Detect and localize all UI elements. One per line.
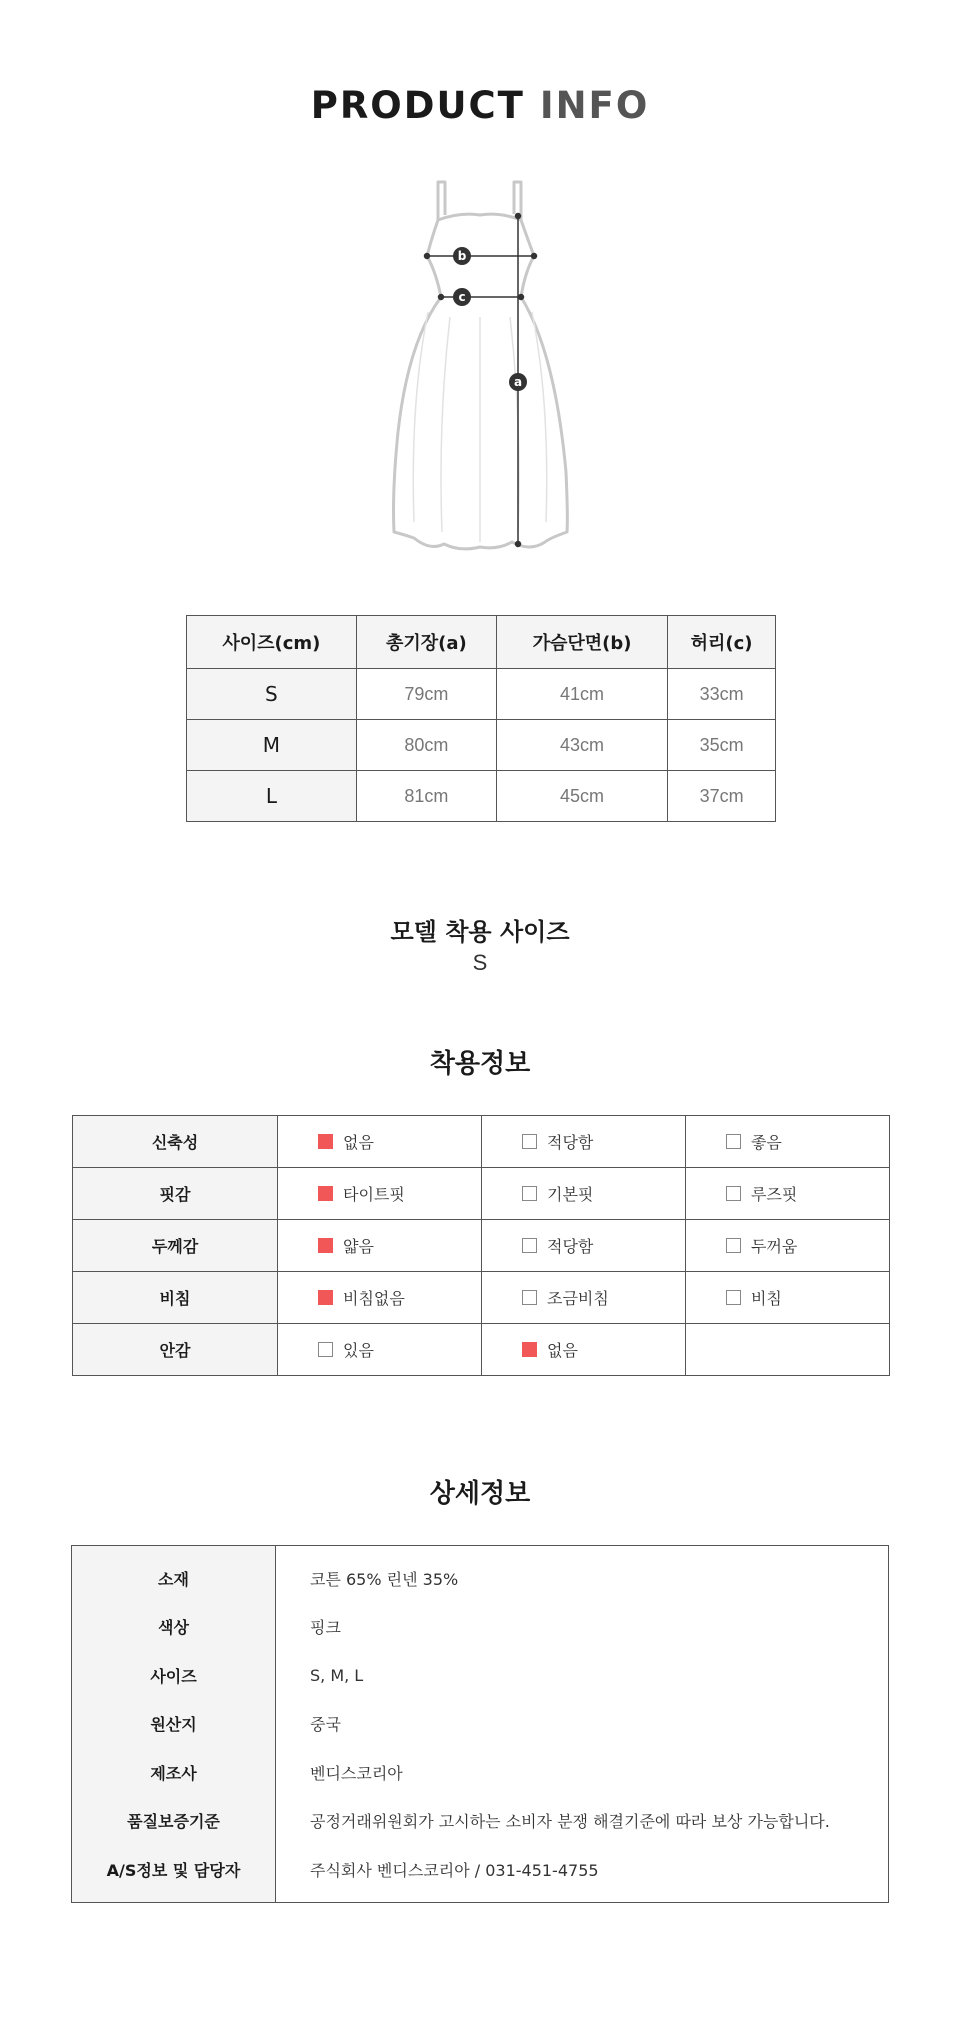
checkbox-empty <box>726 1238 741 1253</box>
detail-value: S, M, L <box>310 1665 364 1685</box>
total-length-header: 총기장(a) <box>356 616 496 669</box>
fit-row-label: 신축성 <box>73 1116 278 1168</box>
fit-option <box>685 1220 889 1272</box>
checkbox-empty <box>726 1186 741 1201</box>
fit-option <box>481 1220 685 1272</box>
fit-option <box>278 1324 482 1376</box>
fit-option <box>481 1324 685 1376</box>
checkbox-checked <box>318 1290 333 1305</box>
fit-option <box>278 1116 482 1168</box>
fit-option <box>685 1272 889 1324</box>
table-row <box>73 1116 890 1168</box>
fit-option-label: 얇음 <box>343 1237 374 1256</box>
table-cell: 79cm <box>356 669 496 720</box>
fit-option-label: 조금비침 <box>546 1289 609 1308</box>
detail-label: 제조사 <box>72 1748 276 1797</box>
fit-option <box>481 1168 685 1220</box>
detail-value: 중국 <box>310 1715 341 1735</box>
fit-info-title: 착용정보 <box>429 1049 531 1079</box>
detail-info-table <box>71 1545 889 1903</box>
waist-header: 허리(c) <box>668 616 776 669</box>
table-row <box>187 669 776 720</box>
fit-option-label: 기본핏 <box>546 1185 594 1204</box>
checkbox-checked <box>522 1342 537 1357</box>
detail-value: 핑크 <box>310 1618 341 1638</box>
fit-option-label: 없음 <box>343 1133 374 1152</box>
size-label: L <box>187 771 357 822</box>
dress-strap-left <box>438 182 445 220</box>
size-label: M <box>187 720 357 771</box>
table-row <box>73 1168 890 1220</box>
fit-option <box>481 1116 685 1168</box>
fit-row-label: 핏감 <box>73 1168 278 1220</box>
fit-option-label: 두꺼움 <box>750 1237 798 1256</box>
checkbox-empty <box>318 1342 333 1357</box>
checkbox-empty <box>522 1290 537 1305</box>
fit-option-label: 적당함 <box>546 1133 594 1152</box>
fit-option-label: 비침 <box>750 1289 782 1308</box>
table-cell: 37cm <box>668 771 776 822</box>
checkbox-checked <box>318 1238 333 1253</box>
checkbox-checked <box>318 1134 333 1149</box>
fit-option <box>685 1116 889 1168</box>
detail-value: 공정거래위원회가 고시하는 소비자 분쟁 해결기준에 따라 보상 가능합니다. <box>310 1812 830 1832</box>
fit-option-label: 적당함 <box>546 1237 594 1256</box>
fit-option <box>278 1272 482 1324</box>
table-cell: 80cm <box>356 720 496 771</box>
detail-label: 품질보증기준 <box>72 1797 276 1846</box>
model-size-title: 모델 착용 사이즈 <box>390 918 570 946</box>
marker-a-label: a <box>513 375 523 389</box>
table-cell: 41cm <box>496 669 667 720</box>
dress-size-diagram <box>380 172 580 557</box>
fit-option-label: 없음 <box>546 1341 578 1360</box>
table-row <box>73 1220 890 1272</box>
table-row <box>72 1797 889 1846</box>
fit-option-empty <box>685 1324 889 1376</box>
fit-row-label: 비침 <box>73 1272 278 1324</box>
size-table <box>186 615 776 822</box>
detail-label: A/S정보 및 담당자 <box>72 1845 276 1902</box>
table-cell: 45cm <box>496 771 667 822</box>
detail-value: 코튼 65% 린넨 35% <box>310 1569 459 1589</box>
marker-c-label: c <box>458 290 466 304</box>
detail-value: 주식회사 벤디스코리아 / 031-451-4755 <box>310 1860 599 1880</box>
checkbox-empty <box>522 1238 537 1253</box>
fit-option <box>278 1220 482 1272</box>
table-cell: 43cm <box>496 720 667 771</box>
checkbox-checked <box>318 1186 333 1201</box>
checkbox-empty <box>726 1134 741 1149</box>
fit-option <box>481 1272 685 1324</box>
size-table-header <box>187 616 776 669</box>
size-label: S <box>187 669 357 720</box>
size-header: 사이즈(cm) <box>187 616 357 669</box>
detail-label: 소재 <box>72 1546 276 1603</box>
table-cell: 81cm <box>356 771 496 822</box>
detail-label: 색상 <box>72 1603 276 1652</box>
page-title-accent: INFO <box>539 84 650 127</box>
table-row <box>187 771 776 822</box>
fit-option <box>685 1168 889 1220</box>
checkbox-empty <box>522 1186 537 1201</box>
table-cell: 35cm <box>668 720 776 771</box>
page-title-main: PRODUCT <box>310 84 525 127</box>
fit-row-label: 두께감 <box>73 1220 278 1272</box>
detail-value: 벤디스코리아 <box>310 1763 403 1783</box>
checkbox-empty <box>522 1134 537 1149</box>
table-row <box>73 1272 890 1324</box>
fit-option-label: 있음 <box>343 1341 374 1360</box>
detail-label: 사이즈 <box>72 1651 276 1700</box>
table-row <box>73 1324 890 1376</box>
marker-b-label: b <box>457 249 467 263</box>
fit-option <box>278 1168 482 1220</box>
checkbox-empty <box>726 1290 741 1305</box>
fit-option-label: 비침없음 <box>343 1289 405 1308</box>
detail-info-title: 상세정보 <box>429 1479 531 1509</box>
table-row <box>72 1845 889 1902</box>
table-row <box>72 1700 889 1749</box>
fit-row-label: 안감 <box>73 1324 278 1376</box>
fit-option-label: 타이트핏 <box>343 1185 405 1204</box>
page-title <box>0 84 960 127</box>
table-row <box>72 1603 889 1652</box>
table-cell: 33cm <box>668 669 776 720</box>
table-row <box>72 1748 889 1797</box>
table-row <box>72 1651 889 1700</box>
fit-option-label: 좋음 <box>750 1133 782 1152</box>
model-size-value: S <box>472 950 488 975</box>
table-row <box>72 1546 889 1603</box>
detail-label: 원산지 <box>72 1700 276 1749</box>
fit-option-label: 루즈핏 <box>750 1185 798 1204</box>
table-row <box>187 720 776 771</box>
chest-width-header: 가슴단면(b) <box>496 616 667 669</box>
fit-info-table <box>72 1115 890 1376</box>
